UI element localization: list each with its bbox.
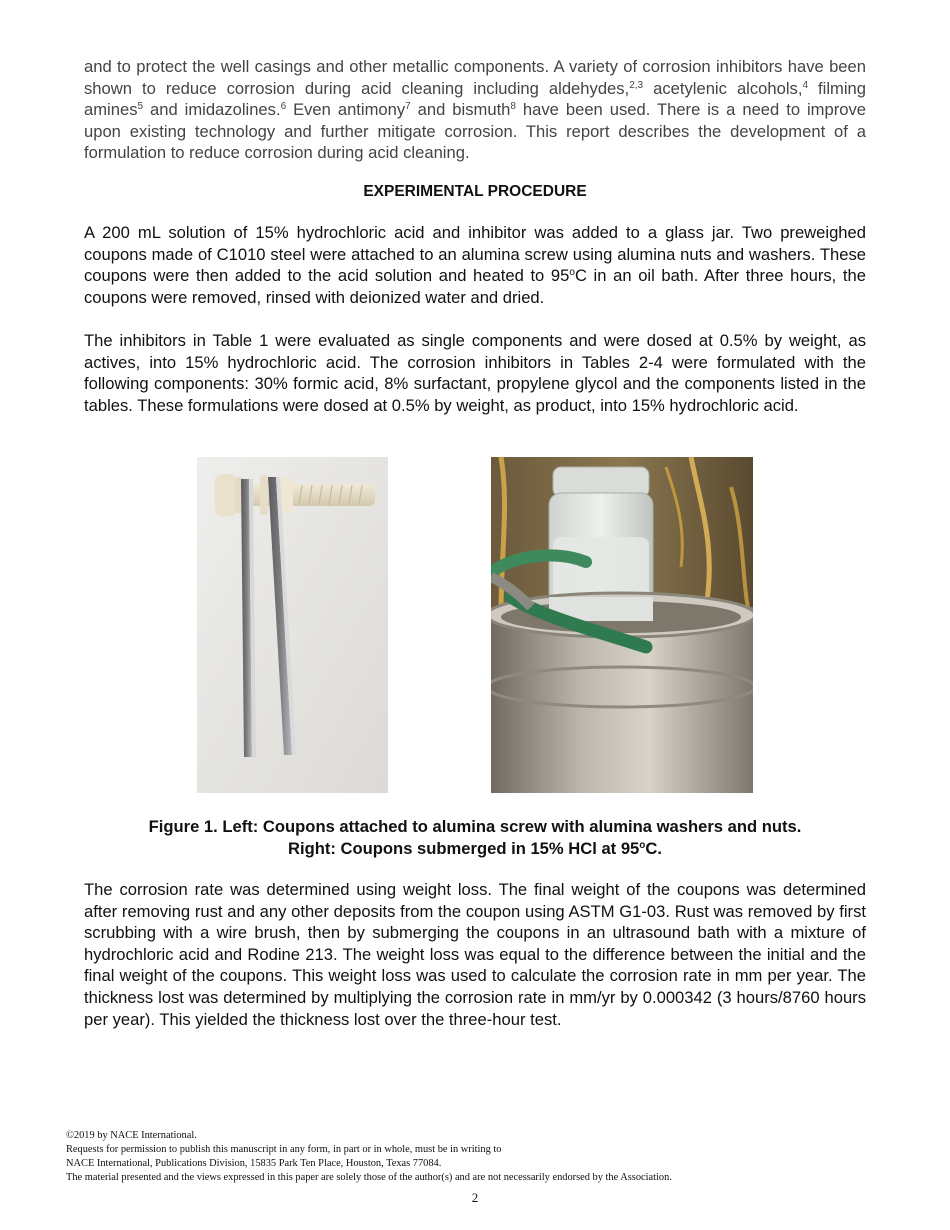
corrosion-paragraph: The corrosion rate was determined using weight loss. The final weight of the coupons was determined after removing rust and any other deposits from the coupon using ASTM G1-03. Rust was removed by first scrubbing with a wire brush, then by submerging the coupons in an ultrasound bath with a mixture of hydrochloric acid and Rodine 213. The weight loss was equal to the difference between the initial and the final weight of the coupons. This weight loss was used to calculate the corrosion rate in mm per year. The thickness lost was determined by multiplying the corrosion rate in mm/yr by 0.000342 (3 hours/8760 hours per year). This yielded the thickness lost over the three-hour test.	[84, 880, 866, 1029]
caption-line-1: Figure 1. Left: Coupons attached to alumina screw with alumina washers and nuts.	[148, 817, 802, 836]
coupons-screw-photo	[197, 457, 388, 793]
footer-copyright: ©2019 by NACE International.	[66, 1130, 197, 1141]
footer-address: NACE International, Publications Division, 15835 Park Ten Place, Houston, Texas 77084.	[66, 1158, 442, 1169]
jar-oil-bath-photo	[491, 457, 753, 793]
citation-2-3: 2,3	[629, 79, 644, 91]
footer-permission: Requests for permission to publish this manuscript in any form, in part or in whole, must be in writing to	[66, 1144, 502, 1155]
procedure-paragraph: A 200 mL solution of 15% hydrochloric acid and inhibitor was added to a glass jar. Two preweighed coupons made of C1010 steel were attached to an alumina screw using alumina nuts and washers. These coupons were then added to the acid solution and heated to 95$^o$C in an oil bath. After three hours, the coupons were removed, rinsed with deionized water and dried.	[84, 223, 866, 307]
inhibitors-paragraph: The inhibitors in Table 1 were evaluated as single components and were dosed at 0.5% by weight, as actives, into 15% hydrochloric acid. The corrosion inhibitors in Tables 2-4 were formulated with the following components: 30% formic acid, 8% surfactant, propylene glycol and the components listed in the tables. These formulations were dosed at 0.5% by weight, as product, into 15% hydrochloric acid.	[84, 331, 866, 415]
citation-7: 7	[405, 101, 411, 113]
figure-caption	[84, 816, 866, 859]
citation-5: 5	[137, 101, 144, 113]
citation-4: 4	[802, 79, 808, 91]
section-heading: EXPERIMENTAL PROCEDURE	[363, 183, 587, 200]
copyright-footer	[66, 1129, 886, 1185]
page-number: 2	[471, 1190, 479, 1205]
caption-line-2: Right: Coupons submerged in 15% HCl at 95$^o$C.	[288, 838, 662, 858]
degree-superscript: o	[569, 267, 575, 279]
citation-6: 6	[280, 101, 287, 113]
intro-paragraph: and to protect the well casings and other metallic components. A variety of corrosion inhibitors have been shown to reduce corrosion during acid cleaning including aldehydes,$^{2,3}$ acetylenic alcohols,$^4$ filming amines$^5$ and imidazolines.$^6$ Even antimony$^7$ and bismuth$^8$ have been used. There is a need to improve upon existing technology and further mitigate corrosion. This report describes the development of a formulation to reduce corrosion during acid cleaning.	[84, 57, 867, 163]
citation-8: 8	[510, 101, 516, 113]
footer-disclaimer: The material presented and the views expressed in this paper are solely those of the author(s) and are not necessarily endorsed by the Association.	[66, 1172, 672, 1183]
